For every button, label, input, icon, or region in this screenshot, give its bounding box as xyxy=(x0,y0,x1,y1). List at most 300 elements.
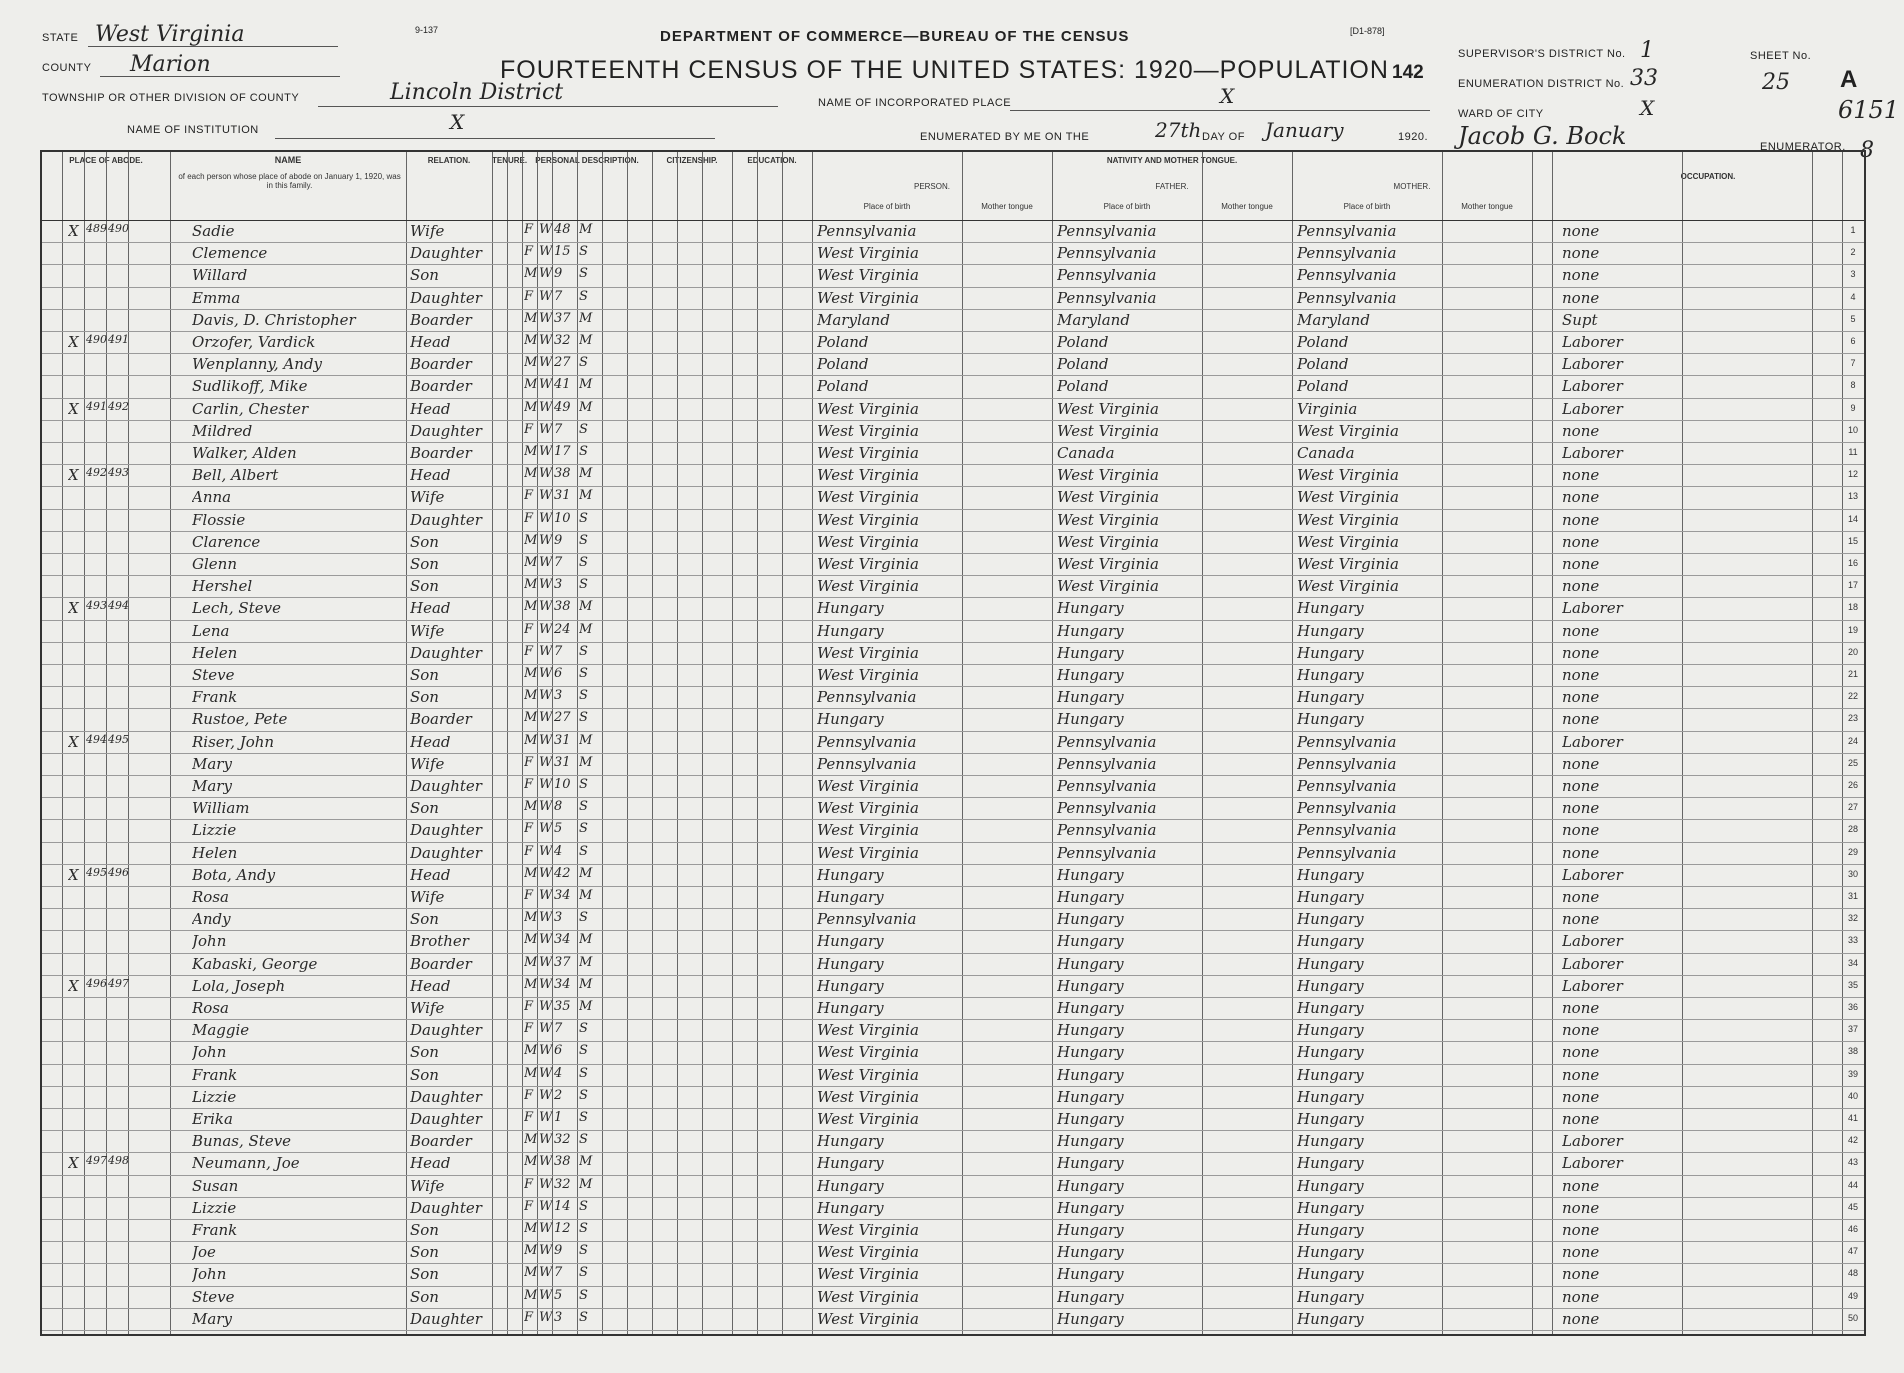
father-birthplace: Pennsylvania xyxy=(1057,843,1157,862)
visited-mark: X xyxy=(68,976,79,995)
father-tongue-header: Mother tongue xyxy=(1221,202,1273,211)
row-number: 34 xyxy=(1847,957,1858,968)
marital-status: M xyxy=(579,732,593,748)
person-name: Rustoe, Pete xyxy=(192,710,288,729)
relation-value: Head xyxy=(410,466,451,485)
relation-value: Son xyxy=(410,1243,439,1262)
dwelling-number: 489 xyxy=(86,222,107,235)
father-birthplace: West Virginia xyxy=(1057,532,1159,551)
mother-birthplace: Poland xyxy=(1297,355,1349,374)
person-birthplace: West Virginia xyxy=(817,266,919,285)
sex-value: M xyxy=(524,1043,538,1059)
mother-birthplace: Pennsylvania xyxy=(1297,777,1397,795)
marital-status: M xyxy=(579,976,593,992)
dwelling-number: 490 xyxy=(86,333,107,346)
father-birthplace: Hungary xyxy=(1057,999,1124,1017)
person-birthplace: West Virginia xyxy=(817,1243,919,1262)
occupation-value: Laborer xyxy=(1562,399,1623,418)
form-code: [D1-878] xyxy=(1350,26,1385,36)
table-row xyxy=(42,953,1864,975)
mother-birthplace-header: Place of birth xyxy=(1343,202,1391,211)
race-value: W xyxy=(539,910,553,926)
marital-status: S xyxy=(579,355,588,371)
relation-value: Son xyxy=(410,1221,439,1239)
table-row xyxy=(42,464,1864,486)
race-value: W xyxy=(539,710,553,726)
relation-value: Son xyxy=(410,1065,439,1084)
race-value: W xyxy=(539,333,553,348)
race-value: W xyxy=(539,688,553,704)
nativity-header: NATIVITY AND MOTHER TONGUE. xyxy=(1106,156,1238,165)
person-name: Erika xyxy=(192,1110,233,1128)
person-name: Lola, Joseph xyxy=(192,976,286,995)
person-name: Lizzie xyxy=(192,1198,237,1217)
person-birthplace: West Virginia xyxy=(817,399,919,418)
table-row xyxy=(42,1308,1864,1330)
father-birthplace: Hungary xyxy=(1057,1243,1124,1262)
person-name: Andy xyxy=(192,910,231,929)
visited-mark: X xyxy=(68,399,79,418)
relation-value: Daughter xyxy=(410,1087,482,1106)
table-row xyxy=(42,398,1864,420)
father-birthplace: West Virginia xyxy=(1057,488,1159,507)
relation-value: Brother xyxy=(410,932,469,951)
mother-birthplace: Hungary xyxy=(1297,888,1364,906)
sex-value: M xyxy=(524,688,538,704)
father-birthplace: Maryland xyxy=(1057,310,1130,329)
age-value: 3 xyxy=(554,577,563,593)
occupation-value: none xyxy=(1562,799,1600,818)
person-birthplace: West Virginia xyxy=(817,288,919,307)
mother-birthplace: Poland xyxy=(1297,333,1349,351)
age-value: 4 xyxy=(554,1065,563,1081)
marital-status: M xyxy=(579,865,593,881)
row-number: 32 xyxy=(1847,913,1858,924)
father-birthplace: Pennsylvania xyxy=(1057,799,1157,818)
relation-value: Son xyxy=(410,266,439,285)
person-header: PERSON. xyxy=(913,182,950,191)
mother-birthplace: Maryland xyxy=(1297,310,1370,329)
father-birthplace: Hungary xyxy=(1057,1021,1124,1040)
race-value: W xyxy=(539,1265,553,1281)
sheet-label: SHEET No. xyxy=(1750,50,1812,62)
father-birthplace: Hungary xyxy=(1057,1287,1124,1306)
sex-value: M xyxy=(524,666,538,681)
father-birthplace: Hungary xyxy=(1057,865,1124,884)
person-birthplace: Pennsylvania xyxy=(817,688,917,707)
mother-birthplace: Hungary xyxy=(1297,865,1364,884)
person-name: Joe xyxy=(192,1243,216,1262)
marital-status: S xyxy=(579,1265,588,1281)
marital-status: M xyxy=(579,932,593,948)
row-number: 33 xyxy=(1847,935,1858,946)
row-number: 46 xyxy=(1847,1224,1858,1234)
row-number: 10 xyxy=(1847,424,1858,435)
person-birthplace: Pennsylvania xyxy=(817,732,917,751)
sex-value: M xyxy=(524,266,538,282)
table-row xyxy=(42,864,1864,886)
person-name: Frank xyxy=(192,688,238,707)
sex-value: M xyxy=(524,444,538,459)
father-birthplace: West Virginia xyxy=(1057,510,1159,529)
person-birthplace: West Virginia xyxy=(817,444,919,462)
occupation-value: none xyxy=(1562,577,1600,596)
age-value: 34 xyxy=(554,932,571,948)
sex-value: M xyxy=(524,910,538,926)
person-name: Anna xyxy=(192,488,232,507)
marital-status: M xyxy=(579,399,593,415)
person-name: Bunas, Steve xyxy=(192,1132,292,1151)
person-birthplace: West Virginia xyxy=(817,510,919,529)
person-birthplace: West Virginia xyxy=(817,1287,919,1306)
marital-status: M xyxy=(579,222,593,237)
census-table xyxy=(40,150,1866,1336)
mother-birthplace: West Virginia xyxy=(1297,466,1399,485)
table-row xyxy=(42,264,1864,286)
marital-status: S xyxy=(579,1243,588,1259)
education-header: EDUCATION. xyxy=(747,156,797,165)
occupation-value: none xyxy=(1562,510,1600,529)
state-value: West Virginia xyxy=(95,22,245,47)
age-value: 8 xyxy=(554,799,563,815)
age-value: 34 xyxy=(554,888,571,903)
table-row xyxy=(42,1064,1864,1086)
race-value: W xyxy=(539,444,553,459)
occupation-value: Laborer xyxy=(1562,732,1623,751)
person-birthplace: Maryland xyxy=(817,310,890,329)
sex-value: M xyxy=(524,732,538,748)
table-row xyxy=(42,997,1864,1019)
father-birthplace: Hungary xyxy=(1057,1198,1124,1217)
table-row xyxy=(42,220,1864,242)
sex-value: F xyxy=(524,222,534,237)
relation-value: Boarder xyxy=(410,310,472,329)
marital-status: M xyxy=(579,377,593,393)
occupation-value: none xyxy=(1562,288,1600,307)
row-number: 12 xyxy=(1847,469,1858,480)
table-row xyxy=(42,1086,1864,1108)
race-value: W xyxy=(539,621,553,637)
person-birthplace: Hungary xyxy=(817,932,884,951)
age-value: 37 xyxy=(554,310,571,326)
race-value: W xyxy=(539,821,553,837)
person-name: Willard xyxy=(192,266,248,285)
mother-birthplace: Hungary xyxy=(1297,666,1364,684)
race-value: W xyxy=(539,377,553,393)
father-birthplace: Hungary xyxy=(1057,932,1124,951)
marital-status: M xyxy=(579,754,593,770)
person-birthplace: Hungary xyxy=(817,865,884,884)
visited-mark: X xyxy=(68,466,79,485)
race-value: W xyxy=(539,555,553,570)
race-value: W xyxy=(539,310,553,326)
table-row xyxy=(42,420,1864,442)
ward-label: WARD OF CITY xyxy=(1458,108,1544,120)
occupation-value: none xyxy=(1562,532,1600,551)
sex-value: M xyxy=(524,310,538,326)
person-birthplace: Pennsylvania xyxy=(817,754,917,773)
township-value: Lincoln District xyxy=(390,80,564,105)
occupation-value: none xyxy=(1562,754,1600,773)
row-number: 47 xyxy=(1847,1246,1858,1257)
mother-birthplace: Hungary xyxy=(1297,1087,1364,1106)
marital-status: S xyxy=(579,1309,588,1325)
census-title: FOURTEENTH CENSUS OF THE UNITED STATES: 1920—POPULATION xyxy=(500,56,1389,84)
sex-value: F xyxy=(524,821,534,837)
person-birthplace: West Virginia xyxy=(817,1087,919,1106)
marital-status: S xyxy=(579,577,588,593)
age-value: 38 xyxy=(554,599,571,615)
person-birthplace: Hungary xyxy=(817,1154,884,1173)
relation-value: Daughter xyxy=(410,421,482,440)
sheet-letter: A xyxy=(1840,66,1858,93)
occupation-value: none xyxy=(1562,1110,1600,1128)
occupation-value: none xyxy=(1562,910,1600,929)
marital-status: S xyxy=(579,666,588,681)
marital-status: S xyxy=(579,555,588,570)
person-name: Lizzie xyxy=(192,1087,237,1106)
race-value: W xyxy=(539,266,553,282)
person-name: Lech, Steve xyxy=(192,599,281,618)
relation-value: Son xyxy=(410,799,439,818)
occupation-value: none xyxy=(1562,688,1600,707)
occupation-value: none xyxy=(1562,1221,1600,1239)
table-row xyxy=(42,842,1864,864)
race-value: W xyxy=(539,999,553,1014)
relation-value: Daughter xyxy=(410,510,482,529)
person-birthplace: West Virginia xyxy=(817,643,919,662)
mother-birthplace: Hungary xyxy=(1297,1309,1364,1328)
age-value: 6 xyxy=(554,1043,563,1059)
race-value: W xyxy=(539,1132,553,1148)
father-birthplace: West Virginia xyxy=(1057,577,1159,596)
age-value: 9 xyxy=(554,1243,563,1259)
relation-value: Wife xyxy=(410,621,445,640)
age-value: 37 xyxy=(554,954,571,970)
marital-status: S xyxy=(579,688,588,704)
occupation-value: Laborer xyxy=(1562,865,1623,884)
father-birthplace: Poland xyxy=(1057,377,1109,396)
row-number: 19 xyxy=(1847,624,1858,635)
row-number: 38 xyxy=(1847,1046,1858,1057)
mother-birthplace: Pennsylvania xyxy=(1297,244,1397,263)
marital-status: S xyxy=(579,777,588,792)
sex-value: M xyxy=(524,865,538,881)
mother-birthplace: Hungary xyxy=(1297,976,1364,995)
relation-value: Son xyxy=(410,666,439,684)
age-value: 4 xyxy=(554,843,563,859)
person-birthplace: West Virginia xyxy=(817,666,919,684)
sex-value: M xyxy=(524,355,538,371)
sex-value: M xyxy=(524,1243,538,1259)
table-row xyxy=(42,1175,1864,1197)
occupation-value: Laborer xyxy=(1562,1154,1623,1173)
age-value: 42 xyxy=(554,865,571,881)
person-name: Frank xyxy=(192,1065,238,1084)
sex-value: M xyxy=(524,710,538,726)
person-name: William xyxy=(192,799,250,818)
father-birthplace: West Virginia xyxy=(1057,555,1159,573)
family-number: 497 xyxy=(108,976,129,990)
person-name: Emma xyxy=(192,288,241,307)
relation-value: Boarder xyxy=(410,444,472,462)
occupation-value: Laborer xyxy=(1562,976,1623,995)
marital-status: S xyxy=(579,643,588,659)
occupation-value: none xyxy=(1562,1265,1600,1284)
year-label: 1920. xyxy=(1398,131,1429,143)
person-name: Glenn xyxy=(192,555,237,573)
sex-value: M xyxy=(524,466,538,482)
mother-birthplace: Hungary xyxy=(1297,1243,1364,1262)
occupation-value: Laborer xyxy=(1562,377,1623,396)
relation-value: Wife xyxy=(410,999,445,1017)
race-value: W xyxy=(539,1087,553,1103)
supervisor-value: 1 xyxy=(1640,38,1654,63)
person-name: Helen xyxy=(192,843,238,862)
person-name: Helen xyxy=(192,643,238,662)
table-row xyxy=(42,287,1864,309)
visited-mark: X xyxy=(68,599,79,618)
state-label: STATE xyxy=(42,32,79,44)
abode-header: PLACE OF ABODE. xyxy=(69,156,143,165)
race-value: W xyxy=(539,865,553,881)
table-row xyxy=(42,509,1864,531)
family-number: 496 xyxy=(108,865,129,879)
race-value: W xyxy=(539,488,553,504)
person-birthplace: Poland xyxy=(817,333,869,351)
person-birthplace: West Virginia xyxy=(817,1265,919,1284)
row-number: 27 xyxy=(1847,802,1858,813)
sex-value: F xyxy=(524,999,534,1014)
marital-status: S xyxy=(579,1221,588,1236)
relation-value: Daughter xyxy=(410,244,482,263)
marital-status: S xyxy=(579,1110,588,1125)
sex-value: M xyxy=(524,1132,538,1148)
sex-value: F xyxy=(524,1021,534,1037)
sex-value: F xyxy=(524,488,534,504)
marital-status: S xyxy=(579,1043,588,1059)
mother-birthplace: Hungary xyxy=(1297,1265,1364,1284)
age-value: 7 xyxy=(554,421,563,437)
occupation-value: none xyxy=(1562,1043,1600,1062)
sex-value: F xyxy=(524,421,534,437)
person-birthplace: West Virginia xyxy=(817,799,919,818)
age-value: 31 xyxy=(554,488,571,504)
occupation-value: Laborer xyxy=(1562,599,1623,618)
person-name: Neumann, Joe xyxy=(192,1154,300,1173)
citizenship-header: CITIZENSHIP. xyxy=(666,156,718,165)
person-name: Kabaski, George xyxy=(192,954,318,973)
table-row xyxy=(42,309,1864,331)
relation-value: Daughter xyxy=(410,1110,482,1128)
age-value: 17 xyxy=(554,444,571,459)
age-value: 24 xyxy=(554,621,571,637)
table-row xyxy=(42,620,1864,642)
father-birthplace: Hungary xyxy=(1057,666,1124,684)
father-birthplace: Pennsylvania xyxy=(1057,244,1157,263)
person-name: John xyxy=(192,1043,227,1062)
mother-tongue-header: Mother tongue xyxy=(1461,202,1513,211)
mother-birthplace: Pennsylvania xyxy=(1297,266,1397,285)
relation-value: Daughter xyxy=(410,643,482,662)
father-birthplace: Pennsylvania xyxy=(1057,732,1157,751)
table-row xyxy=(42,442,1864,464)
department-title: DEPARTMENT OF COMMERCE—BUREAU OF THE CENSUS xyxy=(660,28,1130,45)
person-birthplace: West Virginia xyxy=(817,421,919,440)
person-name: Mildred xyxy=(192,421,253,440)
race-value: W xyxy=(539,577,553,593)
person-birthplace: Pennsylvania xyxy=(817,222,917,240)
family-number: 495 xyxy=(108,732,129,746)
age-value: 27 xyxy=(554,355,571,371)
row-number: 8 xyxy=(1850,380,1856,391)
person-name: Rosa xyxy=(192,999,229,1017)
dwelling-number: 494 xyxy=(86,732,107,746)
age-value: 32 xyxy=(554,333,571,348)
occupation-value: none xyxy=(1562,466,1600,485)
occupation-value: none xyxy=(1562,621,1600,640)
age-value: 48 xyxy=(554,222,571,237)
occupation-value: none xyxy=(1562,1287,1600,1306)
race-value: W xyxy=(539,399,553,415)
relation-value: Wife xyxy=(410,222,445,240)
corner-note-2: 8 xyxy=(1860,138,1874,163)
father-birthplace: Hungary xyxy=(1057,910,1124,929)
father-birthplace: Hungary xyxy=(1057,1043,1124,1062)
person-name: Davis, D. Christopher xyxy=(192,310,356,329)
occupation-value: none xyxy=(1562,1087,1600,1106)
person-name: Carlin, Chester xyxy=(192,399,309,418)
mother-birthplace: West Virginia xyxy=(1297,577,1399,596)
father-birthplace: Hungary xyxy=(1057,1265,1124,1284)
table-row xyxy=(42,753,1864,775)
dwelling-number: 495 xyxy=(86,865,107,879)
family-number: 494 xyxy=(108,599,129,613)
row-number: 16 xyxy=(1847,558,1858,568)
age-value: 5 xyxy=(554,1287,563,1303)
row-number: 31 xyxy=(1847,891,1858,901)
table-row xyxy=(42,886,1864,908)
sex-value: M xyxy=(524,377,538,393)
relation-value: Son xyxy=(410,688,439,707)
table-row xyxy=(42,1286,1864,1308)
row-number: 11 xyxy=(1848,447,1858,457)
person-birthplace: West Virginia xyxy=(817,777,919,795)
day-of-label: DAY OF xyxy=(1202,131,1245,143)
person-name: Susan xyxy=(192,1176,239,1195)
person-birthplace: Poland xyxy=(817,355,869,374)
occupation-value: none xyxy=(1562,888,1600,906)
table-row xyxy=(42,242,1864,264)
race-value: W xyxy=(539,1154,553,1170)
person-name: Sadie xyxy=(192,222,235,240)
person-name: Mary xyxy=(192,1309,232,1328)
age-value: 31 xyxy=(554,732,571,748)
father-birthplace: West Virginia xyxy=(1057,399,1159,418)
relation-value: Daughter xyxy=(410,1309,482,1328)
person-name: Orzofer, Vardick xyxy=(192,333,316,351)
row-number: 40 xyxy=(1847,1090,1858,1101)
relation-value: Daughter xyxy=(410,1198,482,1217)
person-name: John xyxy=(192,932,227,951)
mother-birthplace: Hungary xyxy=(1297,910,1364,929)
table-row xyxy=(42,731,1864,753)
mother-birthplace: Virginia xyxy=(1297,399,1358,418)
table-row xyxy=(42,819,1864,841)
race-value: W xyxy=(539,1309,553,1325)
mother-birthplace: West Virginia xyxy=(1297,421,1399,440)
marital-status: S xyxy=(579,1132,588,1148)
